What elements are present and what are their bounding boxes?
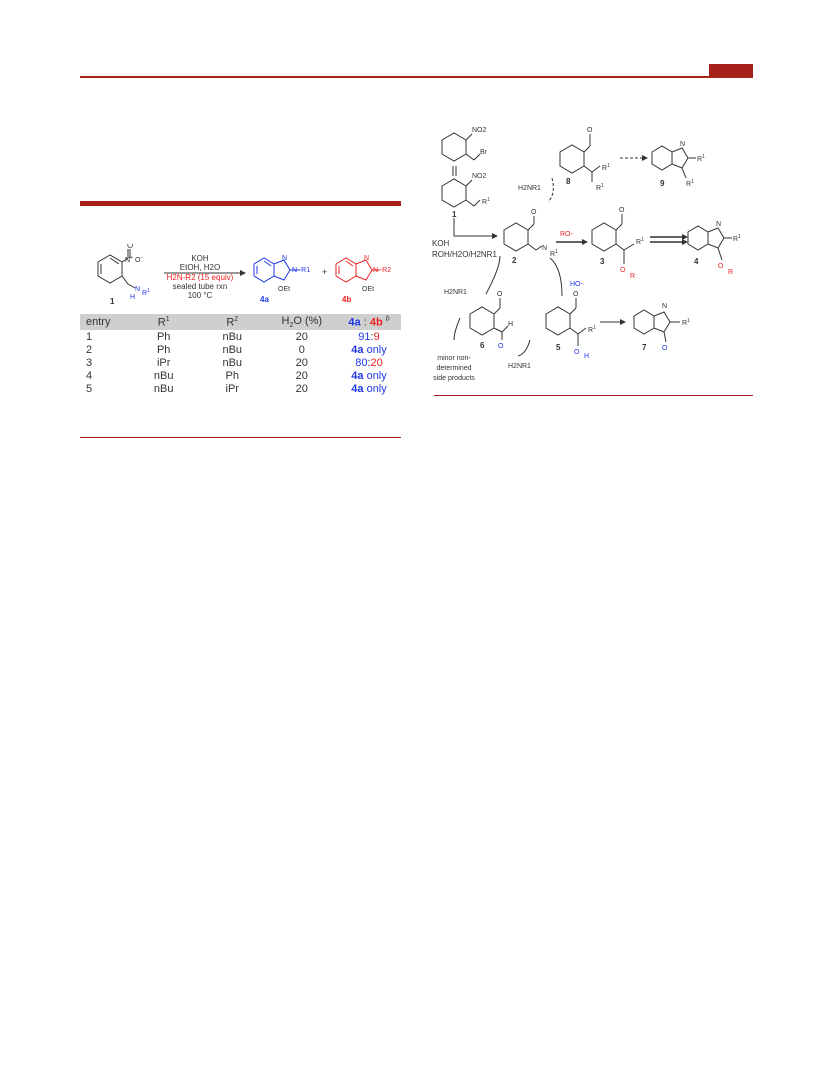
- table-reaction-scheme: [80, 244, 401, 314]
- svg-text:O: O: [497, 291, 503, 298]
- svg-text:N: N: [364, 255, 370, 262]
- svg-text:O−: O−: [135, 255, 144, 264]
- reagent-temp: 100 °C: [187, 291, 213, 300]
- svg-text:H: H: [508, 321, 514, 328]
- no2-label-top: NO2: [472, 127, 487, 134]
- side-products-line3: side products: [433, 375, 475, 382]
- table-row: 3 iPr nBu 20 80:20: [86, 356, 383, 369]
- label-7: 7: [642, 343, 647, 352]
- col-r1: $R^1$: [129, 314, 198, 330]
- h2nr1-byproduct: H2NR1: [508, 363, 531, 370]
- svg-text:N: N: [716, 221, 722, 228]
- no2-label-1: NO2: [472, 173, 487, 180]
- col-entry: entry: [80, 314, 129, 330]
- label-3: 3: [600, 257, 605, 266]
- label-2: 2: [512, 256, 517, 265]
- svg-text:O: O: [531, 209, 537, 216]
- col-h2o: $H_2O$ (%): [267, 314, 338, 330]
- svg-text:R1: $R^1$: [588, 325, 596, 334]
- product-4b-r2: N−R2: [373, 267, 392, 274]
- label-8: 8: [566, 177, 571, 186]
- svg-text:R1: $R^1$: [482, 197, 490, 206]
- reagent-koh: KOH: [191, 254, 209, 263]
- ro-minus: RO-: [560, 231, 573, 238]
- h2nr1-8: H2NR1: [518, 185, 541, 192]
- svg-text:N: N: [662, 303, 668, 310]
- br-label: Br: [480, 149, 487, 156]
- reagent-sealed: sealed tube rxn: [172, 282, 228, 291]
- svg-text:O: O: [573, 291, 579, 298]
- svg-text:O: O: [127, 244, 134, 250]
- svg-text:O: O: [498, 343, 504, 350]
- benzyl-bromide-ring: [442, 133, 466, 161]
- label-5: 5: [556, 343, 561, 352]
- product-4a-label: 4a: [260, 295, 269, 304]
- h2nr1-left: H2NR1: [444, 289, 467, 296]
- table-row: 4 nBu Ph 20 4a only: [86, 369, 387, 382]
- label-1: 1: [452, 210, 457, 219]
- svg-text:R1: $R^1$: [733, 234, 741, 243]
- svg-text:N: N: [680, 141, 686, 148]
- svg-text:OEt: OEt: [362, 286, 375, 293]
- svg-text:R1: $R^1$: [602, 163, 610, 172]
- table-title-band: [80, 201, 401, 206]
- table-row: 2 Ph nBu 0 4a only: [86, 343, 387, 356]
- svg-text:R1: $R^1$: [142, 288, 150, 297]
- label-4: 4: [694, 257, 699, 266]
- svg-text:R1: $R^1$: [697, 154, 705, 163]
- mechanism-scheme: [430, 118, 755, 390]
- svg-text:O: O: [587, 127, 593, 134]
- table-bottom-rule: [80, 437, 401, 438]
- svg-text:H: H: [130, 294, 136, 301]
- header-rule: [80, 76, 753, 78]
- col-r2: $R^2$: [198, 314, 267, 330]
- svg-text:N+: N+: [125, 255, 133, 264]
- svg-text:H: H: [584, 353, 590, 360]
- svg-text:N: N: [282, 255, 288, 262]
- table-header-row: [80, 314, 401, 330]
- table-row: 5 nBu iPr 20 4a only: [86, 382, 387, 395]
- label-9: 9: [660, 179, 665, 188]
- product-4a-oet: OEt: [278, 286, 291, 293]
- label-6: 6: [480, 341, 485, 350]
- svg-text:O: O: [718, 263, 724, 270]
- svg-text:R1: $R^1$: [682, 318, 690, 327]
- table-row: 1 Ph nBu 20 91:9: [86, 330, 380, 343]
- svg-text:R1: $R^1$: [636, 237, 644, 246]
- results-table: [80, 314, 401, 395]
- col-ratio: 4a : 4b $^b$: [337, 314, 401, 330]
- reagent-solvent: EtOH, H2O: [179, 263, 221, 272]
- side-products-line2: determined: [436, 365, 472, 372]
- conditions-solvent: ROH/H2O/H2NR1: [432, 250, 497, 259]
- reagent-amine: H2N-R2 (15 equiv): [166, 273, 234, 282]
- svg-text:R1: $R^1$: [596, 183, 604, 192]
- svg-text:O: O: [662, 345, 668, 352]
- ho-minus: HO-: [570, 281, 583, 288]
- svg-text:R1: $R^1$: [686, 179, 694, 188]
- product-4b-label: 4b: [342, 295, 352, 304]
- conditions-koh: KOH: [432, 239, 450, 248]
- compound-1-label: 1: [110, 297, 115, 306]
- svg-text:R: R: [630, 273, 636, 280]
- svg-text:O: O: [620, 267, 626, 274]
- svg-text:O: O: [619, 207, 625, 214]
- svg-text:O: O: [574, 349, 580, 356]
- svg-text:R: R: [728, 269, 734, 276]
- svg-text:N: N: [542, 245, 548, 252]
- scheme-bottom-rule: [434, 395, 753, 396]
- product-4a-r1: N−R1: [292, 267, 311, 274]
- side-products-line1: minor non-: [437, 355, 471, 362]
- svg-text:N: N: [135, 286, 141, 293]
- svg-text:R1: $R^1$: [550, 249, 558, 258]
- plus-sign: +: [322, 267, 328, 277]
